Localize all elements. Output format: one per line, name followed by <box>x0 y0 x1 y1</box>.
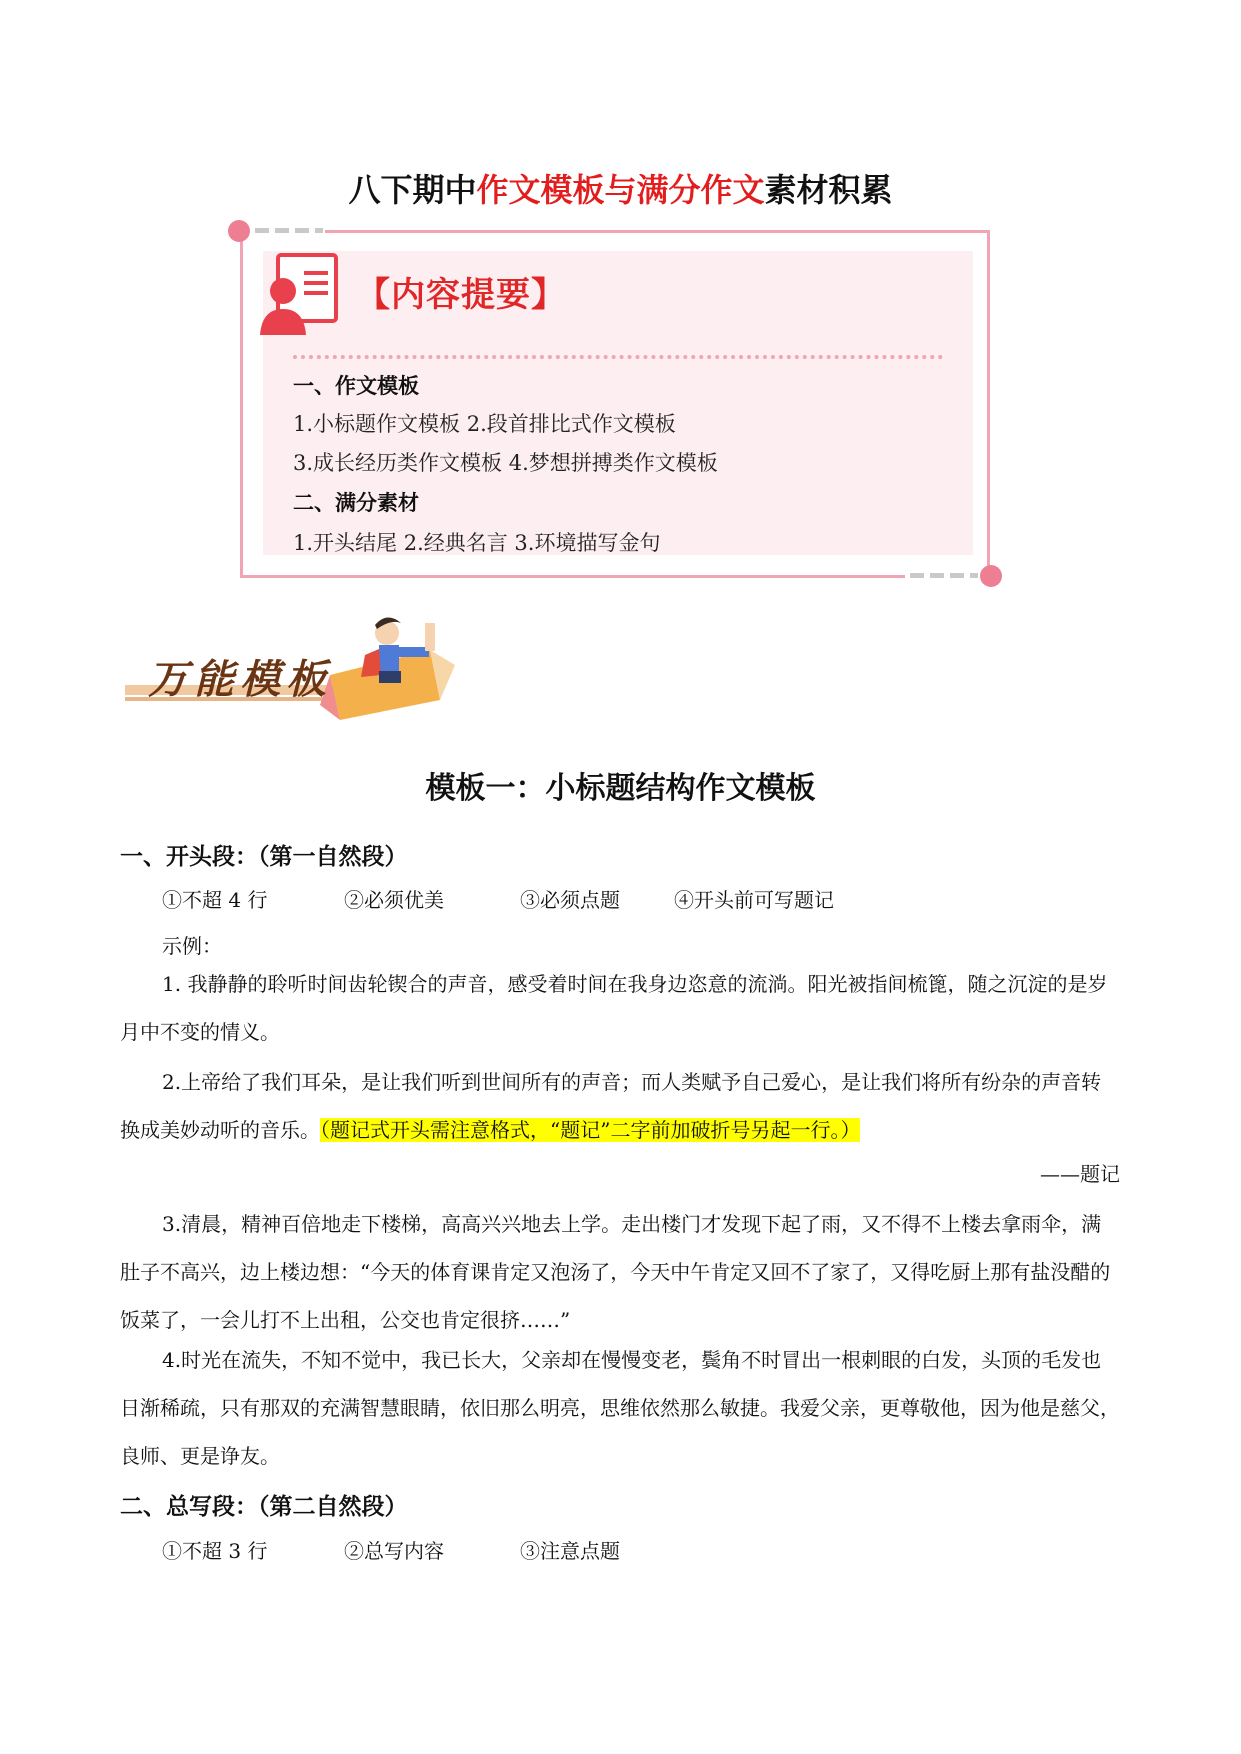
page-title <box>0 165 1241 211</box>
example-paragraph <box>120 960 1120 1056</box>
point-item: ④开头前可写题记 <box>674 888 834 912</box>
example-paragraph <box>120 1200 1120 1344</box>
epigraph-signature: ——题记 <box>1040 1162 1120 1186</box>
dotted-separator <box>293 355 943 359</box>
summary-line: 1.小标题作文模板 2.段首排比式作文模板 <box>293 412 676 436</box>
summary-line: 一、作文模板 <box>293 374 419 398</box>
example-text: 4.时光在流失，不知不觉中，我已长大，父亲却在慢慢变老，鬓角不时冒出一根刺眼的白发，头顶的毛发也日渐稀疏，只有那双的充满智慧眼睛，依旧那么明亮，思维依然那么敏捷。我爱父亲，更尊敬他，因为他是慈父，良师、更是诤友。 <box>120 1348 1120 1468</box>
point-item: ①不超 4 行 <box>162 888 268 912</box>
frame-dot-top-left <box>228 220 250 242</box>
title-part-1: 八下期中 <box>348 171 477 209</box>
section-title: 模板一：小标题结构作文模板 <box>425 771 816 806</box>
frame-dash-bottom <box>910 573 978 578</box>
frame-left-line <box>240 230 243 578</box>
point-item: ②总写内容 <box>344 1539 444 1563</box>
title-part-3: 素材积累 <box>764 171 893 209</box>
example-text: 1. 我静静的聆听时间齿轮锲合的声音，感受着时间在我身边恣意的流淌。阳光被指间梳篦，随之沉淀的是岁月中不变的情义。 <box>120 972 1108 1044</box>
example-text: 2.上帝给了我们耳朵，是让我们听到世间所有的声音；而人类赋予自己爱心，是让我们将所有纷杂的声音转换成美妙动听的音乐。 <box>120 1070 1102 1142</box>
point-item: ③注意点题 <box>520 1539 620 1563</box>
frame-top-line <box>325 230 990 233</box>
document-person-icon <box>258 253 342 337</box>
section-heading: 一、开头段：（第一自然段） <box>120 844 408 870</box>
example-paragraph <box>120 1058 1120 1154</box>
banner-text: 万能模板 <box>148 657 332 703</box>
summary-line: 1.开头结尾 2.经典名言 3.环境描写金句 <box>293 531 661 555</box>
summary-heading: 【内容提要】 <box>356 275 566 315</box>
point-item: ③必须点题 <box>520 888 620 912</box>
summary-line: 3.成长经历类作文模板 4.梦想拼搏类作文模板 <box>293 451 718 475</box>
example-text: 3.清晨，精神百倍地走下楼梯，高高兴兴地去上学。走出楼门才发现下起了雨，又不得不上楼去拿雨伞，满肚子不高兴，边上楼边想：“今天的体育课肯定又泡汤了，今天中午肯定又回不了家了，又得吃厨上那有盐没醋的饭菜了，一会儿打不上出租，公交也肯定很挤……” <box>120 1212 1111 1332</box>
example-paragraph <box>120 1336 1120 1480</box>
point-item: ②必须优美 <box>344 888 444 912</box>
point-item: ①不超 3 行 <box>162 1539 268 1563</box>
frame-dash-top <box>255 228 323 233</box>
section-heading: 二、总写段：（第二自然段） <box>120 1494 408 1520</box>
title-part-2-highlight: 作文模板与满分作文 <box>476 171 765 209</box>
frame-right-line <box>987 230 990 575</box>
frame-bottom-line <box>240 575 905 578</box>
highlighted-note: （题记式开头需注意格式，“题记”二字前加破折号另起一行。） <box>320 1118 861 1142</box>
example-label: 示例： <box>162 934 222 958</box>
frame-dot-bottom-right <box>980 565 1002 587</box>
summary-line: 二、满分素材 <box>293 491 419 515</box>
